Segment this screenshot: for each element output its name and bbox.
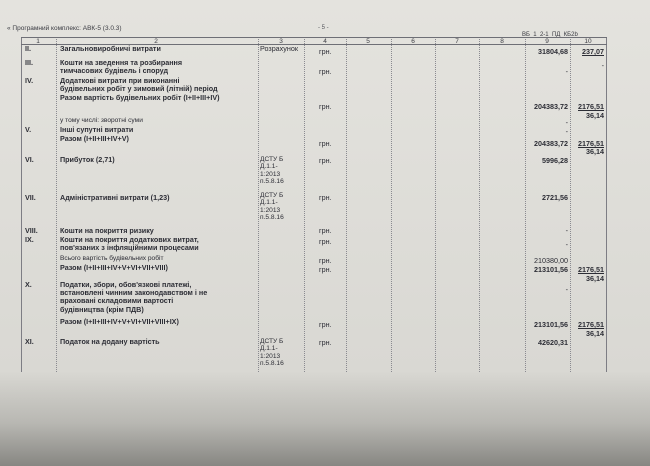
row-7-cost: 2721,56 bbox=[542, 193, 568, 202]
col-header-9: 9 bbox=[545, 38, 549, 45]
row-9-cost: - bbox=[565, 240, 568, 249]
row-3-name: Кошти на зведення та розбирання тимчасових будівель і споруд bbox=[60, 58, 183, 76]
total-1-5-unit: грн. bbox=[319, 139, 332, 148]
row-3-cost: - bbox=[565, 67, 568, 76]
col-header-1: 1 bbox=[36, 38, 40, 45]
row-11-cost: 42620,31 bbox=[538, 338, 568, 347]
row-8-name: Кошти на покриття ризику bbox=[60, 226, 154, 235]
row-8-unit: грн. bbox=[319, 226, 332, 235]
total-1-9-label: Разом (I+II+III+IV+V+VI+VII+VIII+IX) bbox=[60, 317, 179, 326]
col-header-2: 2 bbox=[154, 38, 158, 45]
row-11-name: Податок на додану вартість bbox=[60, 337, 160, 346]
row-3-number: III. bbox=[25, 58, 33, 67]
row-2-name: Загальновиробничі витрати bbox=[60, 44, 161, 53]
row-8-number: VIII. bbox=[25, 226, 38, 235]
program-label: « Програмний комплекс: АВК-5 (3.0.3) bbox=[7, 25, 122, 32]
row-11-basis: ДСТУ Б Д.1.1- 1:2013 п.5.8.16 bbox=[260, 338, 284, 368]
row-2-wage: 237,07 bbox=[582, 47, 604, 56]
row-4-name: Додаткові витрати при виконанні будівельних робіт у зимовий (літній) період bbox=[60, 76, 218, 94]
row-10-cost: - bbox=[565, 285, 568, 294]
total-1-8-label: Разом (I+II+III+IV+V+VI+VII+VIII) bbox=[60, 263, 168, 272]
col-header-8: 8 bbox=[500, 38, 504, 45]
total-1-8-cost: 213101,56 bbox=[534, 265, 568, 274]
row-11-number: XI. bbox=[25, 337, 34, 346]
row-11-unit: грн. bbox=[319, 338, 332, 347]
row-4-number: IV. bbox=[25, 76, 34, 85]
total-1-8-unit: грн. bbox=[319, 265, 332, 274]
total-1-5-hours: 36,14 bbox=[586, 147, 604, 156]
col-header-10: 10 bbox=[584, 38, 592, 45]
row-6-number: VI. bbox=[25, 155, 34, 164]
row-9-name: Кошти на покриття додаткових витрат, пов'язаних з інфляційними процесами bbox=[60, 235, 199, 253]
col-header-6: 6 bbox=[411, 38, 415, 45]
row-7-name: Адміністративні витрати (1,23) bbox=[60, 193, 170, 202]
row-2-cost: 31804,68 bbox=[538, 47, 568, 56]
estimate-code: ВБ_1_2-1_ПД_КБ2b bbox=[522, 32, 578, 38]
page-mark: - 5 - bbox=[318, 25, 329, 31]
total-1-5-wage: 2176,51 bbox=[578, 139, 604, 148]
total-1-4-label: Разом вартість будівельних робіт (I+II+III+IV) bbox=[60, 93, 220, 102]
row-3-unit: грн. bbox=[319, 67, 332, 76]
total-construction-unit: грн. bbox=[319, 256, 332, 265]
total-1-9-cost: 213101,56 bbox=[534, 320, 568, 329]
return-sums-note: у тому числі: зворотні суми bbox=[60, 117, 143, 124]
row-5-name: Інші супутні витрати bbox=[60, 125, 134, 134]
row-8-cost: - bbox=[565, 226, 568, 235]
row-7-number: VII. bbox=[25, 193, 36, 202]
col-header-5: 5 bbox=[366, 38, 370, 45]
total-1-9-unit: грн. bbox=[319, 320, 332, 329]
row-2-unit: грн. bbox=[319, 47, 332, 56]
total-1-9-hours: 36,14 bbox=[586, 329, 604, 338]
total-construction-note: Всього вартість будівельних робіт bbox=[60, 255, 164, 262]
row-6-name: Прибуток (2,71) bbox=[60, 155, 115, 164]
return-sums-cost: - bbox=[565, 118, 568, 127]
total-1-5-cost: 204383,72 bbox=[534, 139, 568, 148]
total-1-5-label: Разом (I+II+III+IV+V) bbox=[60, 134, 129, 143]
row-9-number: IX. bbox=[25, 235, 34, 244]
total-1-4-hours: 36,14 bbox=[586, 111, 604, 120]
row-6-basis: ДСТУ Б Д.1.1- 1:2013 п.5.8.16 bbox=[260, 156, 284, 186]
total-1-4-unit: грн. bbox=[319, 102, 332, 111]
total-1-8-hours: 36,14 bbox=[586, 274, 604, 283]
row-5-cost: - bbox=[565, 127, 568, 136]
total-1-9-wage: 2176,51 bbox=[578, 320, 604, 329]
row-6-unit: грн. bbox=[319, 156, 332, 165]
estimate-table bbox=[21, 37, 607, 372]
total-1-4-wage: 2176,51 bbox=[578, 102, 604, 111]
row-6-cost: 5996,28 bbox=[542, 156, 568, 165]
col-header-7: 7 bbox=[455, 38, 459, 45]
col-header-4: 4 bbox=[323, 38, 327, 45]
total-1-4-cost: 204383,72 bbox=[534, 102, 568, 111]
row-10-name: Податки, збори, обов'язкові платежі, встановлені чинним законодавством і не враховані складовими вартості будівництва (крім ПДВ) bbox=[60, 280, 208, 314]
row-7-basis: ДСТУ Б Д.1.1- 1:2013 п.5.8.16 bbox=[260, 192, 284, 222]
row-7-unit: грн. bbox=[319, 193, 332, 202]
row-3-wage: - bbox=[601, 61, 604, 70]
row-2-basis: Розрахунок bbox=[260, 44, 298, 53]
col-header-3: 3 bbox=[279, 38, 283, 45]
total-construction-cost: 210380,00 bbox=[534, 256, 568, 265]
total-1-8-wage: 2176,51 bbox=[578, 265, 604, 274]
row-9-unit: грн. bbox=[319, 237, 332, 246]
row-10-number: X. bbox=[25, 280, 32, 289]
row-5-number: V. bbox=[25, 125, 32, 134]
page-shadow bbox=[0, 371, 650, 466]
row-2-number: II. bbox=[25, 44, 31, 53]
